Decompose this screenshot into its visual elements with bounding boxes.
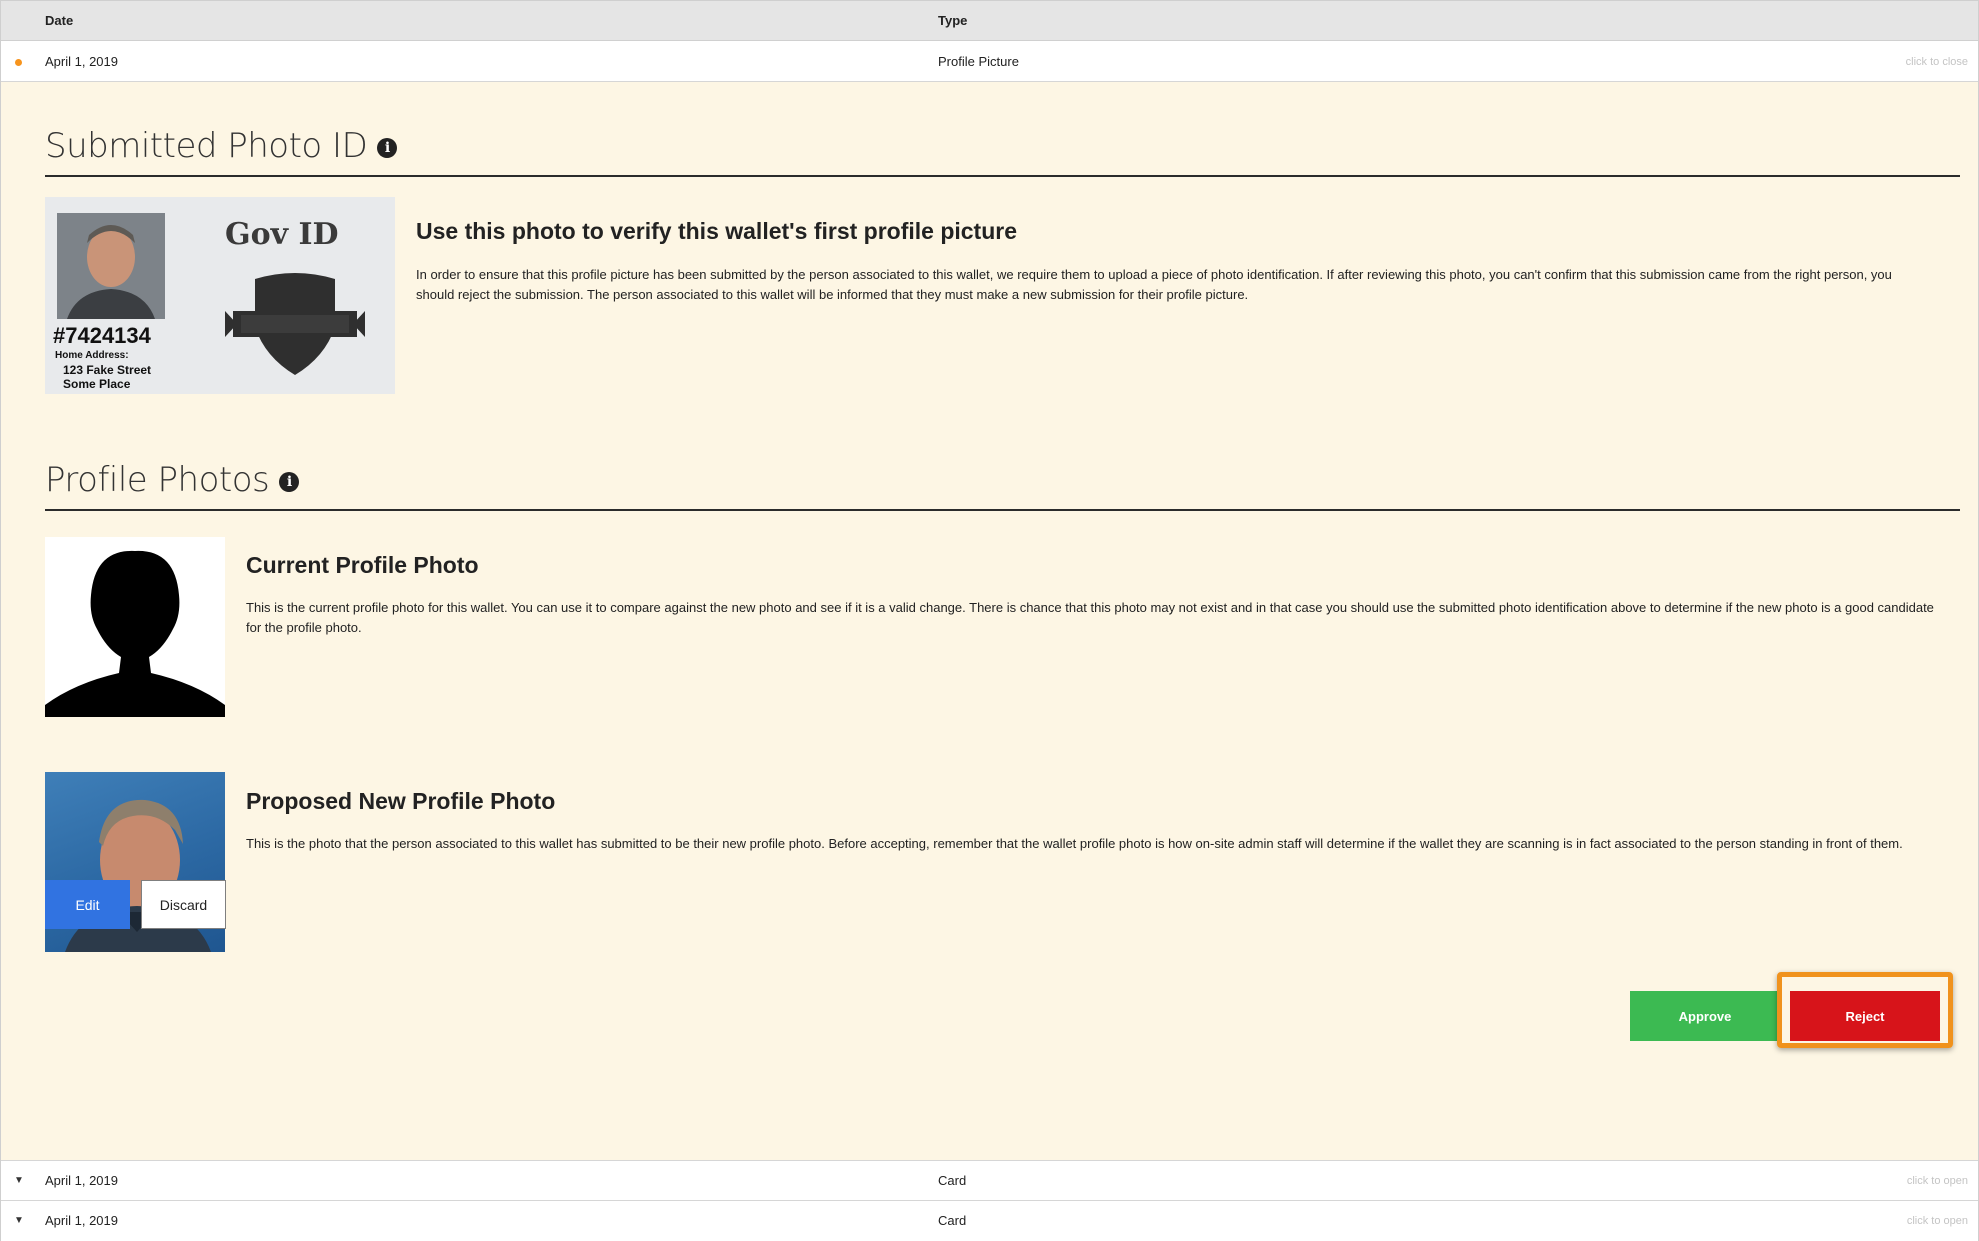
table-row-open[interactable] bbox=[1, 42, 1978, 82]
section-title-text: Profile Photos bbox=[45, 460, 270, 500]
gov-id-image bbox=[45, 197, 395, 394]
id-address-line1: 123 Fake Street bbox=[63, 363, 152, 377]
id-card-title: Gov ID bbox=[225, 217, 339, 252]
row-date: April 1, 2019 bbox=[45, 54, 118, 69]
proposed-photo-heading: Proposed New Profile Photo bbox=[246, 788, 556, 814]
proposed-photo-description: This is the photo that the person associated to this wallet has submitted to be their new profile photo. Before accepting, remember that the wallet profile photo is how on-site admin staff will determine if the wallet they are scanning is in fact associated to the person standing in front of them. bbox=[246, 836, 1903, 851]
shield-emblem-icon bbox=[225, 267, 365, 377]
section-title-photo-id bbox=[45, 126, 397, 166]
reject-button[interactable]: Reject bbox=[1790, 991, 1940, 1041]
photo-id-heading: Use this photo to verify this wallet's first profile picture bbox=[416, 218, 1018, 244]
current-photo-heading: Current Profile Photo bbox=[246, 552, 479, 578]
row-type: Card bbox=[938, 1173, 967, 1188]
current-photo-description: This is the current profile photo for this wallet. You can use it to compare against the new photo and see if it is a valid change. There is chance that this photo may not exist and in that case you should use the submitted photo identification above to determine if the new photo is a good candidate for the profile photo. bbox=[246, 600, 1934, 635]
table-row[interactable] bbox=[1, 1201, 1978, 1241]
info-icon[interactable]: i bbox=[279, 472, 299, 492]
approve-button[interactable]: Approve bbox=[1630, 991, 1780, 1041]
id-address-label: Home Address: bbox=[55, 350, 129, 361]
discard-button[interactable]: Discard bbox=[141, 880, 226, 929]
photo-id-description: In order to ensure that this profile picture has been submitted by the person associated to this wallet, we require them to upload a piece of photo identification. If after reviewing this photo, you can't confirm that this submission came from the right person, you should reject the submission. The person associated to this wallet will be informed that they must make a new submission for their profile picture. bbox=[416, 267, 1892, 302]
section-divider bbox=[45, 509, 1960, 511]
column-header-date: Date bbox=[45, 13, 74, 28]
section-title-profile-photos bbox=[45, 460, 299, 500]
expanded-panel bbox=[1, 82, 1978, 1161]
row-hint[interactable]: click to close bbox=[1905, 56, 1968, 68]
row-type: Card bbox=[938, 1213, 967, 1228]
section-divider bbox=[45, 175, 1960, 177]
table-header bbox=[1, 1, 1978, 41]
row-hint[interactable]: click to open bbox=[1906, 1215, 1968, 1227]
info-icon[interactable]: i bbox=[377, 138, 397, 158]
section-title-text: Submitted Photo ID bbox=[45, 126, 368, 166]
row-hint[interactable]: click to open bbox=[1906, 1175, 1968, 1187]
current-profile-photo bbox=[45, 537, 225, 717]
row-date: April 1, 2019 bbox=[45, 1173, 118, 1188]
expand-caret-icon: ▼ bbox=[14, 1175, 24, 1186]
silhouette-avatar-icon bbox=[45, 537, 225, 717]
column-header-type: Type bbox=[938, 13, 968, 28]
edit-button[interactable]: Edit bbox=[45, 880, 130, 929]
active-dot-icon bbox=[15, 59, 22, 66]
id-number: #7424134 bbox=[53, 323, 151, 348]
id-address-line2: Some Place bbox=[63, 377, 131, 391]
expand-caret-icon: ▼ bbox=[14, 1215, 24, 1226]
row-type: Profile Picture bbox=[938, 54, 1019, 69]
row-date: April 1, 2019 bbox=[45, 1213, 118, 1228]
id-face-image bbox=[57, 213, 165, 319]
table-row[interactable] bbox=[1, 1161, 1978, 1201]
